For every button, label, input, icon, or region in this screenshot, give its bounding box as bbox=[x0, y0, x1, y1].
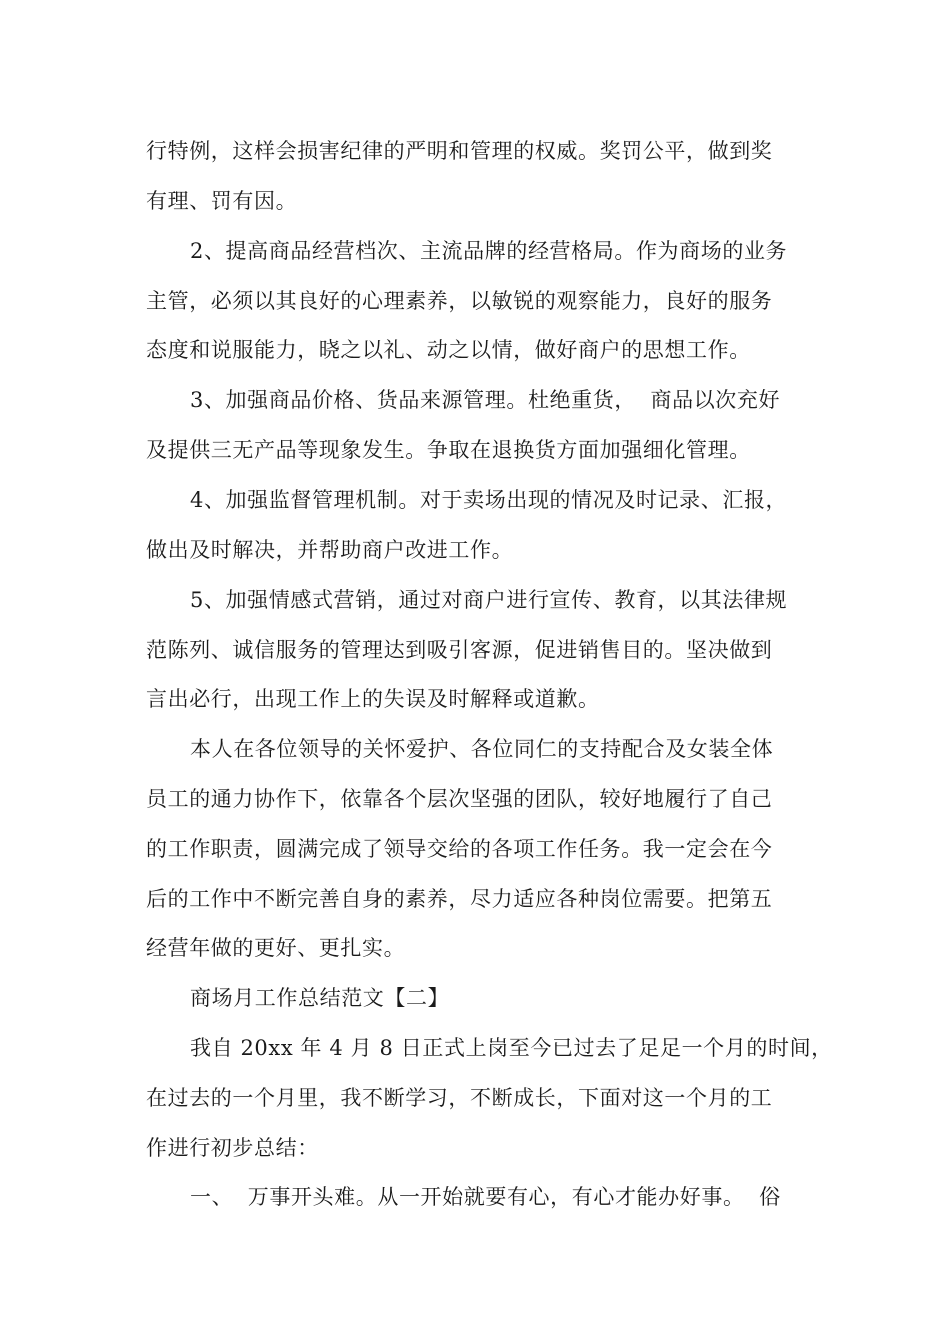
text-line: 范陈列、诚信服务的管理达到吸引客源，促进销售目的。坚决做到 bbox=[146, 638, 773, 662]
paragraph-start: 本人在各位领导的关怀爱护、各位同仁的支持配合及女装全体 bbox=[190, 737, 774, 761]
text-line: 态度和说服能力，晓之以礼、动之以情，做好商户的思想工作。 bbox=[146, 338, 751, 362]
section-heading: 商场月工作总结范文【二】 bbox=[190, 986, 450, 1010]
paragraph-start: 3、加强商品价格、货品来源管理。杜绝重货， 商品以次充好 bbox=[190, 388, 781, 412]
text-line: 做出及时解决，并帮助商户改进工作。 bbox=[146, 538, 514, 562]
text-line: 主管，必须以其良好的心理素养，以敏锐的观察能力，良好的服务 bbox=[146, 289, 773, 313]
text-line: 在过去的一个月里，我不断学习，不断成长，下面对这一个月的工 bbox=[146, 1086, 773, 1110]
paragraph-start: 2、提高商品经营档次、主流品牌的经营格局。作为商场的业务 bbox=[190, 239, 788, 263]
text-line: 行特例，这样会损害纪律的严明和管理的权威。奖罚公平，做到奖 bbox=[146, 139, 773, 163]
text-line: 言出必行，出现工作上的失误及时解释或道歉。 bbox=[146, 687, 600, 711]
text-line: 作进行初步总结： bbox=[146, 1136, 319, 1160]
text-line: 有理、罚有因。 bbox=[146, 189, 298, 213]
paragraph-start: 我自 20xx 年 4 月 8 日正式上岗至今已过去了足足一个月的时间， bbox=[190, 1036, 833, 1060]
paragraph-start: 5、加强情感式营销，通过对商户进行宣传、教育，以其法律规 bbox=[190, 588, 788, 612]
text-line: 员工的通力协作下，依靠各个层次坚强的团队，较好地履行了自己 bbox=[146, 787, 773, 811]
paragraph-start: 4、加强监督管理机制。对于卖场出现的情况及时记录、汇报， bbox=[190, 488, 788, 512]
text-line: 及提供三无产品等现象发生。争取在退换货方面加强细化管理。 bbox=[146, 438, 751, 462]
text-line: 经营年做的更好、更扎实。 bbox=[146, 936, 406, 960]
paragraph-start: 一、 万事开头难。从一开始就要有心，有心才能办好事。 俗 bbox=[190, 1185, 781, 1209]
text-line: 后的工作中不断完善自身的素养，尽力适应各种岗位需要。把第五 bbox=[146, 887, 773, 911]
text-line: 的工作职责，圆满完成了领导交给的各项工作任务。我一定会在今 bbox=[146, 837, 773, 861]
